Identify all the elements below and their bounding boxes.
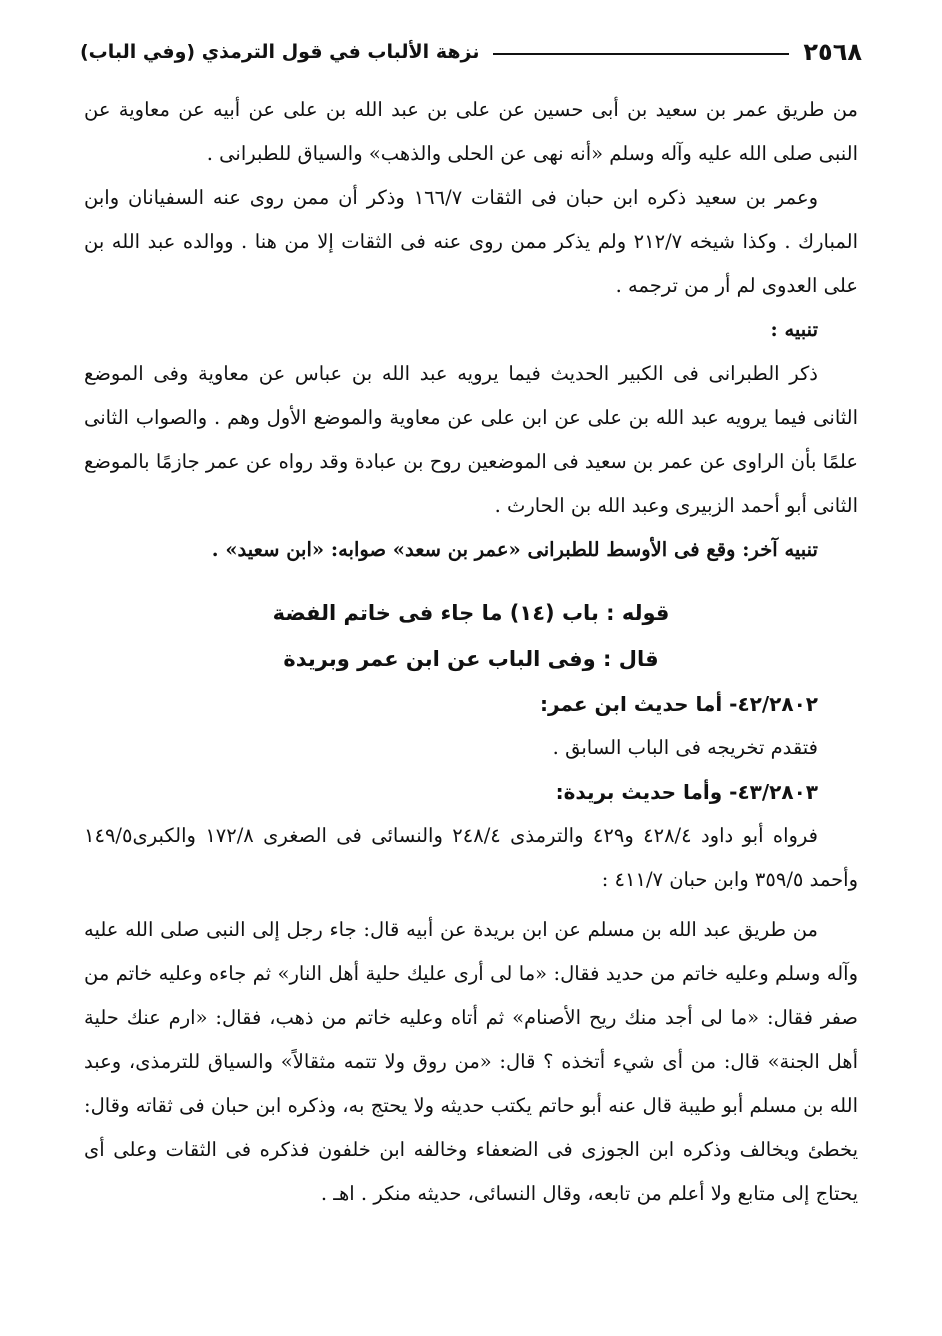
paragraph-chain-of-narration: من طريق عمر بن سعيد بن أبى حسين عن على بن عبد الله بن على عن أبيه عن معاوية عن النبى صلى الله عليه وآله وسلم «أنه نهى عن الحلى والذهب» والسياق للطبرانى .: [84, 98, 858, 165]
running-title: نزهة الألباب في قول الترمذي (وفي الباب): [80, 41, 480, 63]
section-title: قوله : باب (١٤) ما جاء فى خاتم الفضة: [272, 601, 670, 625]
hadith-body-buraydah: من طريق عبد الله بن مسلم عن ابن بريدة عن أبيه قال: جاء رجل إلى النبى صلى الله عليه وآله وسلم وعليه خاتم من حديد فقال: «ما لى أرى عليك حلية أهل النار» ثم جاءه وعليه خاتم من صفر فقال: «ما لى أجد منك ريح الأصنام» ثم أتاه وعليه خاتم من ذهب، فقال: «ارم عنك حلية أهل الجنة» قال: من أى شيء أتخذه ؟ قال: «من روق ولا تتمه مثقالاً» والسياق للترمذى، وعبد الله بن مسلم أبو طيبة قال عنه أبو حاتم يكتب حديثه ولا يحتج به، وذكره ابن حبان فى ثقاته وقال: يخطئ ويخالف وذكره ابن الجوزى فى الضعفاء وخالفه ابن خلفون فذكره فى الثقات وعلى أى يحتاج إلى متابع ولا أعلم من تابعه، وقال النسائى، حديثه منكر . اهـ .: [84, 918, 858, 1205]
tanbih-heading: تنبيه :: [770, 318, 818, 341]
page-number: ٢٥٦٨: [803, 38, 862, 66]
page-header: [80, 32, 862, 72]
hadith-heading-ibn-umar: ٤٢/٢٨٠٢- أما حديث ابن عمر:: [540, 692, 818, 716]
paragraph-tanbih-akhar: تنبيه آخر: وقع فى الأوسط للطبرانى «عمر بن سعد» صوابه: «ابن سعيد» .: [211, 538, 818, 561]
page-body: [84, 88, 858, 1216]
paragraph-narrator-notes: وعمر بن سعيد ذكره ابن حبان فى الثقات ١٦٦/٧ وذكر أن ممن روى عنه السفيانان وابن المبارك . وكذا شيخه ٢١٢/٧ ولم يذكر ممن روى عنه فى الثقات إلا من هنا . ووالده عبد الله بن على العدوى لم أر من ترجمه .: [84, 186, 858, 297]
hadith-text-ibn-umar: فتقدم تخريجه فى الباب السابق .: [552, 736, 818, 759]
section-subtitle: قال : وفى الباب عن ابن عمر وبريدة: [283, 647, 659, 671]
hadith-heading-buraydah: ٤٣/٢٨٠٣- وأما حديث بريدة:: [555, 780, 818, 804]
hadith-sources-buraydah: فرواه أبو داود ٤٢٨/٤ و٤٢٩ والترمذى ٢٤٨/٤ والنسائى فى الصغرى ١٧٢/٨ والكبرى١٤٩/٥ وأحمد ٣٥٩/٥ وابن حبان ٤١١/٧ :: [84, 824, 858, 891]
paragraph-tanbih: ذكر الطبرانى فى الكبير الحديث فيما يرويه عبد الله بن عباس عن معاوية وفى الموضع الثانى فيما يرويه عبد الله بن على عن ابن على عن معاوية والموضع الأول وهم . والصواب الثانى علمًا بأن الراوى عن عمر بن سعيد فى الموضعين روح بن عبادة وقد رواه عن عمر جازمًا بالموضع الثانى أبو أحمد الزبيرى وعبد الله بن الحارث .: [84, 362, 858, 517]
header-rule: [493, 53, 789, 55]
